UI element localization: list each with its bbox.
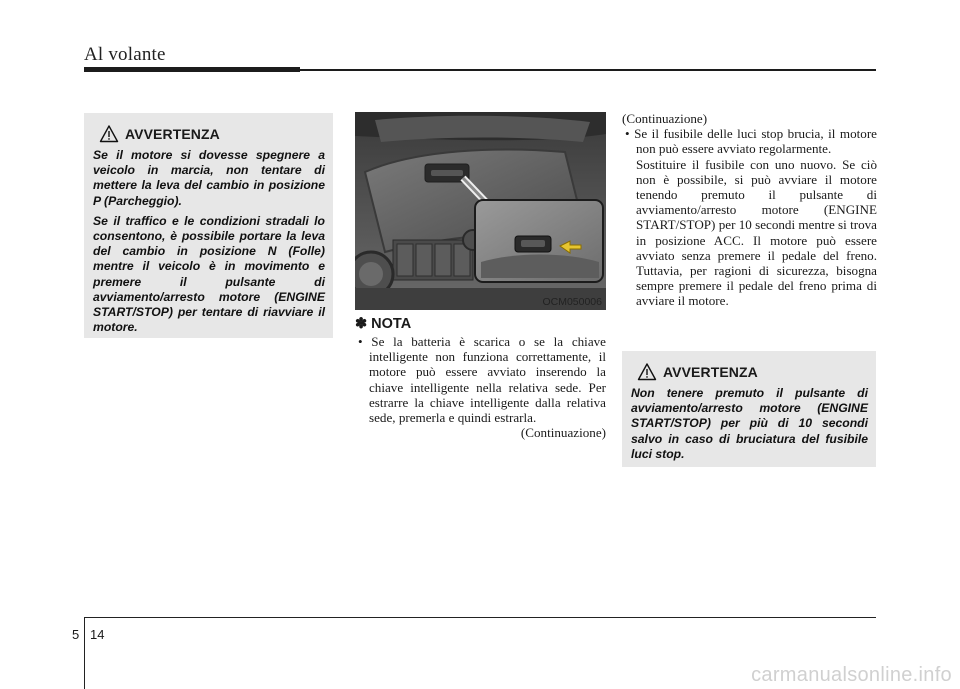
smart-key-holder-figure — [355, 112, 606, 310]
warning-title: AVVERTENZA — [663, 364, 758, 380]
page-number: 14 — [90, 627, 105, 642]
warning-heading — [631, 361, 868, 383]
chapter-number: 5 — [72, 627, 80, 642]
figure-code: OCM050006 — [542, 296, 602, 308]
dashboard-illustration — [355, 112, 606, 310]
page-header-title: Al volante — [84, 44, 166, 65]
warning-heading — [93, 123, 325, 145]
warning-paragraph-2: Se il traffico e le condizioni stradali lo consentono, è possibile portare la leva del cambio in posizione N (Folle) mentre il veicolo è in movimento e premere il pulsante di avviamento/arresto motore (ENGINE START/STOP) per tentare di riavviare il motore. — [93, 213, 325, 335]
header-rule-thick — [84, 67, 300, 72]
warning-paragraph-1: Se il motore si dovesse spegnere a veicolo in marcia, non tentare di mettere la leva del cambio in posizione P (Parcheggio). — [93, 148, 325, 208]
fuse-bullet: • Se il fusibile delle luci stop brucia, il motore non può essere avviato regolarmente. — [625, 126, 877, 157]
warning-title: AVVERTENZA — [125, 126, 220, 142]
warning-box-right — [622, 351, 876, 467]
fuse-sub-paragraph: Sostituire il fusibile con uno nuovo. Se ciò non è possibile, si può avviare il motore tenendo premuto il pulsante di avviamento/arresto motore (ENGINE START/STOP) per 10 secondi mentre si trova in posizione ACC. Il motore può essere avviato senza premere il pedale del freno. Tuttavia, per ragioni di sicurezza, bisogna sempre premere il pedale del freno prima di avviare il motore. — [636, 156, 877, 309]
warning-triangle-icon — [637, 362, 657, 382]
nota-bullet: • Se la batteria è scarica o se la chiave intelligente non funziona correttamente, il motore può essere avviato inserendo la chiave intelligente nella relativa sede. Per estrarre la chiave intelligente dalla relativa sede, premerla e quindi estrarla. — [358, 334, 606, 426]
warning-triangle-icon — [99, 124, 119, 144]
watermark: carmanualsonline.info — [751, 664, 952, 686]
footer-rule-vertical — [84, 617, 85, 689]
nota-heading: ✽ NOTA — [355, 316, 412, 332]
nota-body — [355, 334, 606, 440]
footer-rule-horizontal — [84, 617, 876, 618]
header-rule-thin — [300, 69, 876, 71]
continued-heading: (Continuazione) — [622, 111, 708, 126]
warning-paragraph: Non tenere premuto il pulsante di avviamento/arresto motore (ENGINE START/STOP) per più di 10 secondi salvo in caso di bruciatura del fusibile luci stop. — [631, 386, 868, 461]
nota-continued: (Continuazione) — [520, 425, 606, 441]
warning-box-left — [84, 113, 333, 338]
right-column-text — [622, 111, 877, 309]
